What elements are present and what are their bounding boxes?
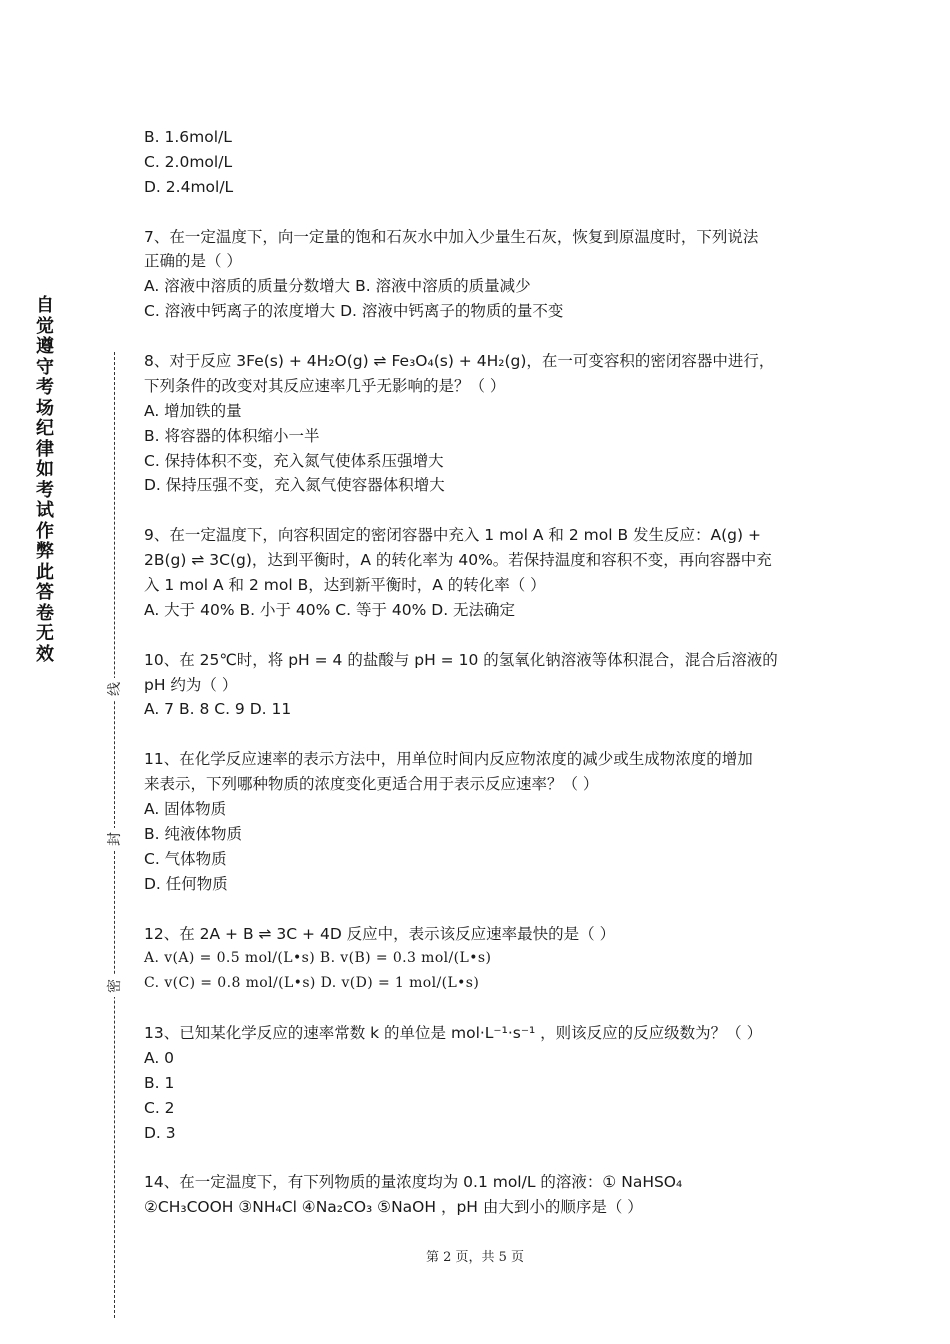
q11-stem-line-2: 来表示，下列哪种物质的浓度变化更适合用于表示反应速率？（ ） [144,775,599,794]
q14-stem-line-1: 14、在一定温度下，有下列物质的量浓度均为 0.1 mol/L 的溶液：① NaHSO₄ [144,1173,683,1192]
q9-stem-line-1: 9、在一定温度下，向容积固定的密闭容器中充入 1 mol A 和 2 mol B 发生反应：A(g) + [144,526,761,545]
q8-option-d: D. 保持压强不变，充入氮气使容器体积增大 [144,476,445,495]
q11-option-d: D. 任何物质 [144,874,228,893]
q13-option-c: C. 2 [144,1098,175,1117]
q13-option-b: B. 1 [144,1073,175,1092]
q9-options: A. 大于 40% B. 小于 40% C. 等于 40% D. 无法确定 [144,600,516,619]
seal-label-mi: 密 [104,975,126,997]
q13-stem: 13、已知某化学反应的速率常数 k 的单位是 mol·L⁻¹·s⁻¹ ，则该反应的反应级数为？（ ） [144,1024,763,1043]
question-content [144,125,814,1220]
q13-option-d: D. 3 [144,1123,176,1142]
q8-option-a: A. 增加铁的量 [144,401,242,420]
q7-stem-line-1: 7、在一定温度下，向一定量的饱和石灰水中加入少量生石灰，恢复到原温度时，下列说法 [144,227,759,246]
q10-options: A. 7 B. 8 C. 9 D. 11 [144,700,292,719]
q13-option-a: A. 0 [144,1048,175,1067]
q10-stem-line-2: pH 约为（ ） [144,675,238,694]
q8-stem-line-1: 8、对于反应 3Fe(s) + 4H₂O(g) ⇌ Fe₃O₄(s) + 4H₂(g)，在一可变容积的密闭容器中进行， [144,352,775,371]
question-8 [144,349,814,498]
q10-stem-line-1: 10、在 25℃时，将 pH = 4 的盐酸与 pH = 10 的氢氧化钠溶液等体积混合，混合后溶液的 [144,650,778,669]
question-6-options [144,125,814,200]
question-11 [144,747,814,896]
question-12 [144,922,814,997]
question-9 [144,523,814,623]
q6-option-c: C. 2.0mol/L [144,152,233,171]
q7-options-cd: C. 溶液中钙离子的浓度增大 D. 溶液中钙离子的物质的量不变 [144,302,564,321]
q9-stem-line-3: 入 1 mol A 和 2 mol B，达到新平衡时，A 的转化率（ ） [144,576,546,595]
q12-options-ab: A. v(A) = 0.5 mol/(L•s) B. v(B) = 0.3 mol/(L•s) [144,950,492,967]
seal-label-xian: 线 [104,678,126,700]
q6-option-d: D. 2.4mol/L [144,177,234,196]
q6-option-b: B. 1.6mol/L [144,128,232,146]
q12-stem: 12、在 2A + B ⇌ 3C + 4D 反应中，表示该反应速率最快的是（ ） [144,924,616,943]
q7-stem-line-2: 正确的是（ ） [144,252,242,271]
q8-stem-line-2: 下列条件的改变对其反应速率几乎无影响的是？（ ） [144,376,506,395]
q11-option-c: C. 气体物质 [144,849,227,868]
exam-discipline-warning: 自觉遵守考场纪律如考试作弊此答卷无效 [36,295,54,665]
question-14 [144,1170,814,1220]
q8-option-b: B. 将容器的体积缩小一半 [144,426,320,445]
q14-stem-line-2: ②CH₃COOH ③NH₄Cl ④Na₂CO₃ ⑤NaOH ，pH 由大到小的顺序是（ ） [144,1198,643,1217]
q7-options-ab: A. 溶液中溶质的质量分数增大 B. 溶液中溶质的质量减少 [144,277,531,296]
q9-stem-line-2: 2B(g) ⇌ 3C(g)，达到平衡时，A 的转化率为 40%。若保持温度和容积不变，再向容器中充 [144,551,772,570]
q11-option-b: B. 纯液体物质 [144,824,242,843]
q12-options-cd: C. v(C) = 0.8 mol/(L•s) D. v(D) = 1 mol/(L•s) [144,975,480,992]
question-13 [144,1021,814,1145]
q11-stem-line-1: 11、在化学反应速率的表示方法中，用单位时间内反应物浓度的减少或生成物浓度的增加 [144,750,753,769]
q11-option-a: A. 固体物质 [144,800,227,819]
page-number-footer: 第 2 页，共 5 页 [425,1250,525,1265]
seal-label-feng: 封 [104,828,126,850]
question-7 [144,225,814,325]
q8-option-c: C. 保持体积不变，充入氮气使体系压强增大 [144,451,444,470]
question-10 [144,648,814,723]
